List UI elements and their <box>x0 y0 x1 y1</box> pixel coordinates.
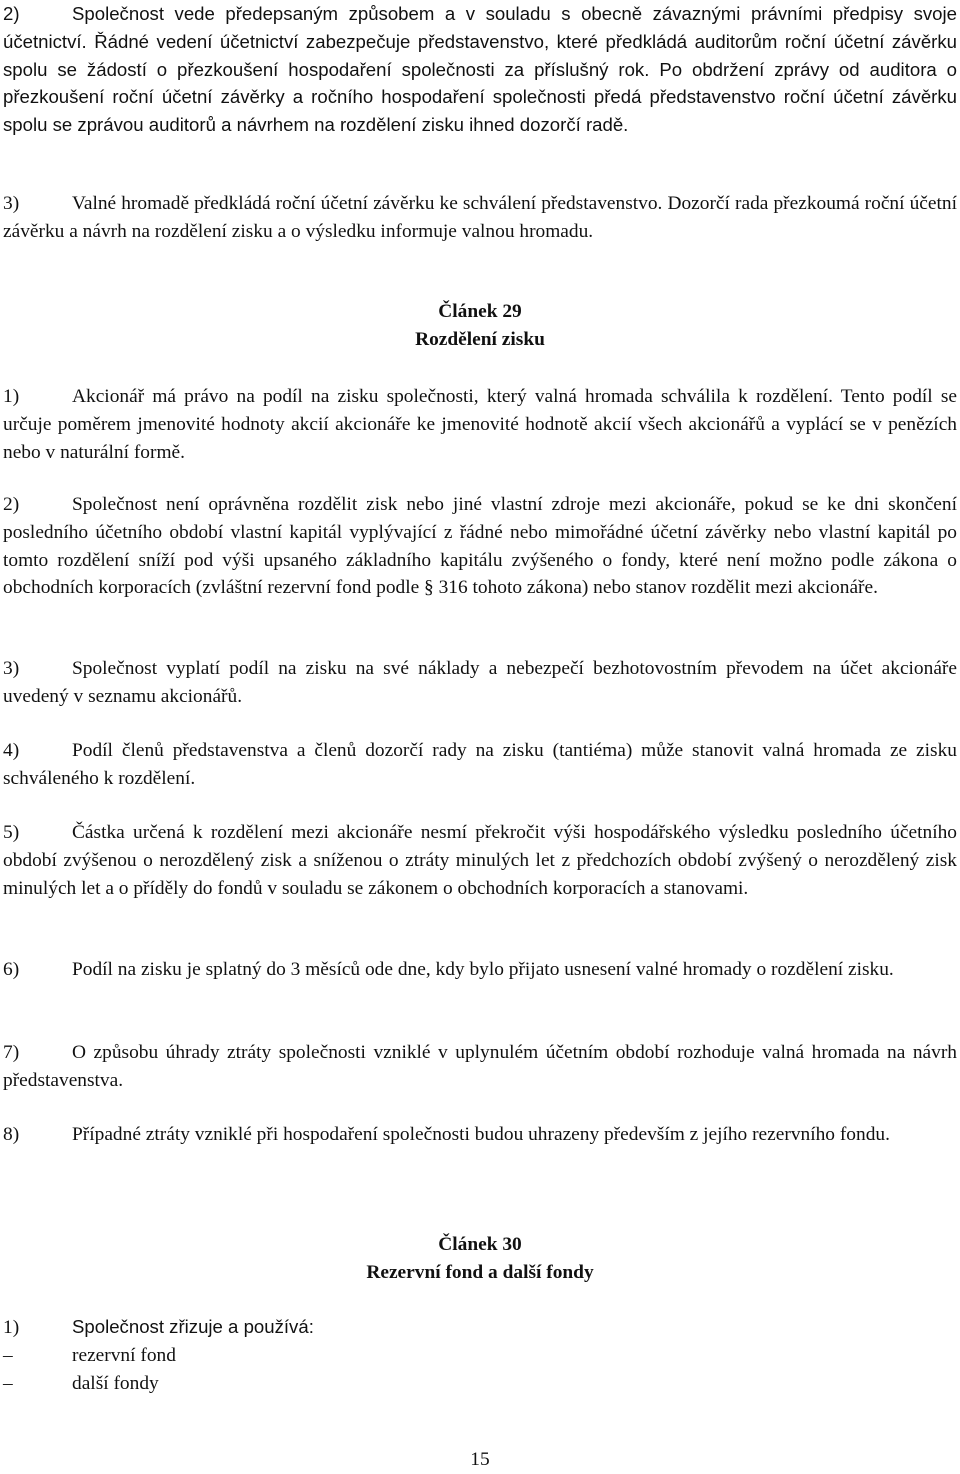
article-29-heading <box>3 298 957 354</box>
item-number: 1) <box>3 1317 20 1338</box>
dash-list-item <box>3 1342 957 1370</box>
article-29-item-6 <box>3 956 957 984</box>
dash-item-text: rezervní fond <box>72 1344 176 1366</box>
article-number: Článek 30 <box>438 1234 522 1255</box>
item-number: 4) <box>3 740 20 761</box>
dash-item-text: další fondy <box>72 1372 159 1394</box>
paragraph-number: 3) <box>3 193 20 214</box>
list-item <box>3 737 957 793</box>
item-text: Podíl na zisku je splatný do 3 měsíců ode dne, kdy bylo přijato usnesení valné hromady o rozdělení zisku. <box>72 959 894 980</box>
item-number: 6) <box>3 959 20 980</box>
article-number: Článek 29 <box>438 301 522 322</box>
article-30-item-1 <box>3 1313 957 1397</box>
item-text: Společnost není oprávněna rozdělit zisk nebo jiné vlastní zdroje mezi akcionáře, pokud se ke dni skončení posledního účetního období vlastní kapitál vyplývající z řádné nebo mimořádné účetní závěrky nebo vlastní kapitál po tomto rozdělení sníží pod výši upsaného základního kapitálu zvýšeného o fondy, které není možno podle zákona o obchodních korporacích (zvláštní rezervní fond podle § 316 tohoto zákona) nebo stanov rozdělit mezi akcionáře. <box>3 494 957 599</box>
paragraph-2 <box>3 0 957 139</box>
item-number: 1) <box>3 386 20 407</box>
item-text: Akcionář má právo na podíl na zisku společnosti, který valná hromada schválila k rozdělení. Tento podíl se určuje poměrem jmenovité hodnoty akcií akcionáře ke jmenovité hodnotě akcií všech akcionářů a vyplácí se v penězích nebo v naturální formě. <box>3 386 957 463</box>
paragraph-3 <box>3 190 957 246</box>
list-item <box>3 491 957 602</box>
paragraph-text: Po obdržení zprávy od auditora o přezkoušení roční účetní závěrky a ročního hospodaření společnosti předá představenstvo roční účetní závěrku spolu se zprávou auditorů a návrhem na rozdělení zisku ihned dozorčí radě. <box>3 58 957 136</box>
dash-list-item <box>3 1370 957 1398</box>
item-number: 2) <box>3 494 20 515</box>
paragraph-number: 2) <box>3 3 20 24</box>
article-29-item-2 <box>3 491 957 602</box>
paragraph-3-block <box>3 190 957 246</box>
paragraph-text: Valné hromadě předkládá roční účetní závěrku ke schválení představenstvo. <box>72 193 663 214</box>
paragraph-text: Společnost vede předepsaným způsobem a v souladu s obecně závaznými právními předpisy svoje účetnictví. <box>3 3 957 52</box>
article-29-item-1 <box>3 383 957 466</box>
page-number: 15 <box>470 1449 490 1470</box>
list-item <box>3 819 957 902</box>
item-number: 8) <box>3 1124 20 1145</box>
list-item <box>3 1313 957 1342</box>
list-item <box>3 1039 957 1095</box>
paragraph-text: Dozorčí rada přezkoumá roční účetní závěrku a návrh na rozdělení zisku a o výsledku informuje valnou hromadu. <box>3 193 957 242</box>
list-item <box>3 383 957 466</box>
item-number: 3) <box>3 658 20 679</box>
article-30-heading <box>3 1231 957 1287</box>
list-item <box>3 956 957 984</box>
article-29-item-7 <box>3 1039 957 1095</box>
item-text: Podíl členů představenstva a členů dozorčí rady na zisku (tantiéma) může stanovit valná hromada ze zisku schváleného k rozdělení. <box>3 740 957 789</box>
item-number: 5) <box>3 822 20 843</box>
dash-bullet: – <box>3 1344 13 1366</box>
list-item <box>3 1121 957 1149</box>
item-text: Společnost vyplatí podíl na zisku na své náklady a nebezpečí bezhotovostním převodem na účet akcionáře uvedený v seznamu akcionářů. <box>3 658 957 707</box>
article-29-item-4 <box>3 737 957 793</box>
article-29-item-8 <box>3 1121 957 1149</box>
paragraph-text: Řádné vedení účetnictví zabezpečuje představenstvo, které předkládá auditorům roční účetní závěrku spolu se žádostí o přezkoušení hospodaření společnosti za příslušný rok. <box>3 30 957 80</box>
paragraph-2-block <box>3 0 957 139</box>
list-item <box>3 655 957 711</box>
article-29-item-5 <box>3 819 957 902</box>
dash-bullet: – <box>3 1372 13 1394</box>
item-text: O způsobu úhrady ztráty společnosti vzniklé v uplynulém účetním období rozhoduje valná hromada na návrh představenstva. <box>3 1042 957 1091</box>
item-number: 7) <box>3 1042 20 1063</box>
item-text: Společnost zřizuje a používá: <box>72 1316 314 1337</box>
item-text: Částka určená k rozdělení mezi akcionáře nesmí překročit výši hospodářského výsledku posledního účetního období zvýšenou o nerozdělený zisk a sníženou o ztráty minulých let z předchozích období zvýšený o nerozdělený zisk minulých let a o příděly do fondů v souladu se zákonem o obchodních korporacích a stanovami. <box>3 822 957 899</box>
article-29-item-3 <box>3 655 957 711</box>
article-title: Rezervní fond a další fondy <box>366 1261 594 1283</box>
item-text: Případné ztráty vzniklé při hospodaření společnosti budou uhrazeny především z jejího rezervního fondu. <box>72 1124 890 1145</box>
article-title: Rozdělení zisku <box>415 328 545 350</box>
